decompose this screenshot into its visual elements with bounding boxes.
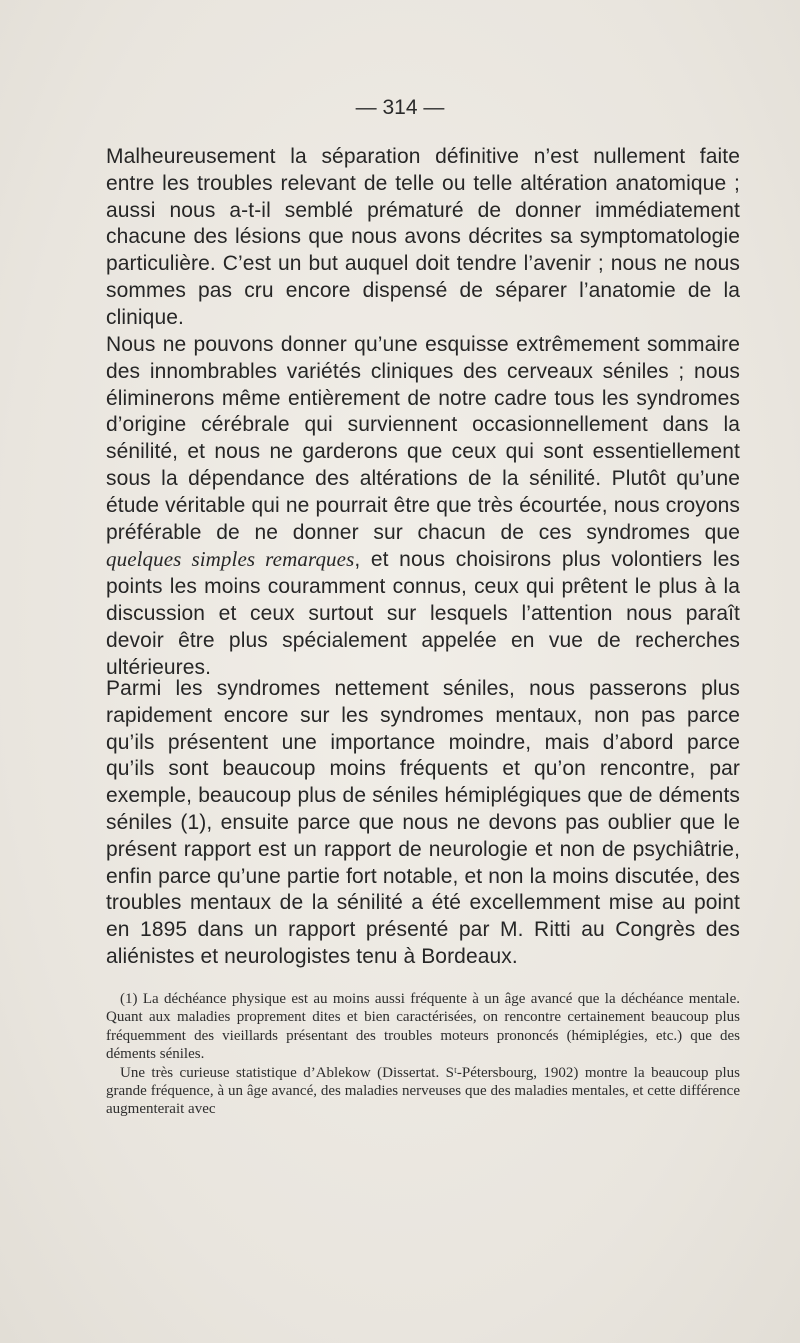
body-paragraph-3 — [106, 676, 740, 971]
paragraph-text: Malheureusement la séparation définitive n’est nullement faite entre les troubles relevant de telle ou telle altération anatomique ; aussi nous a-t-il semblé prématuré de donner immédiatement chacune des lésions que nous avons décrites sa symptomatologie particulière. C’est un but auquel doit tendre l’avenir ; nous ne nous sommes pas cru encore dispensé de séparer l’anatomie de la clinique. — [106, 145, 740, 329]
paragraph-text-before: Nous ne pouvons donner qu’une esquisse extrêmement sommaire des innombrables variétés cliniques des cerveaux séniles ; nous éliminerons même entièrement de notre cadre tous les syndromes d’origine cérébrale qui surviennent occasionnellement dans la sénilité, et nous ne garderons que ceux qui sont essentiellement sous la dépendance des altérations de la sénilité. Plutôt qu’une étude véritable qui ne pourrait être que très écourtée, nous croyons préférable de ne donner sur chacun de ces syndromes que — [106, 333, 740, 544]
footnotes — [106, 990, 740, 1119]
paragraph-text: Parmi les syndromes nettement séniles, nous passerons plus rapidement encore sur les syndromes mentaux, non pas parce qu’ils présentent une importance moindre, mais d’abord parce qu’ils sont beaucoup moins fréquents et qu’on rencontre, par exemple, beaucoup plus de séniles hémiplégiques que de déments séniles (1), ensuite parce que nous ne devons pas oublier que le présent rapport est un rapport de neurologie et non de psychiâtrie, enfin parce qu’une partie fort notable, et non la moins discutée, des troubles mentaux de la sénilité a été excellemment mise au point en 1895 dans un rapport présenté par M. Ritti au Congrès des aliénistes et neurologistes tenu à Bordeaux. — [106, 677, 740, 968]
footnote-1: (1) La déchéance physique est au moins aussi fréquente à un âge avancé que la déchéance mentale. Quant aux maladies proprement dites et bien caractérisées, on rencontre certainement beaucoup plus fréquemment des vieillards présentant des troubles moteurs prononcés (hémiplégies, etc.) que des déments séniles. — [106, 991, 740, 1063]
paragraph-text — [106, 332, 740, 681]
footnote-continuation: Une très curieuse statistique d’Ablekow (Dissertat. Sᵗ-Pétersbourg, 1902) montre la beaucoup plus grande fréquence, à un âge avancé, des maladies nerveuses que des maladies mentales, et cette différence augmenterait avec — [106, 1064, 740, 1118]
paragraph-text-after: , et nous choisirons plus volontiers les points les moins couramment connus, ceux qui prêtent le plus à la discussion et ceux surtout sur lesquels l’attention nous paraît devoir être plus spécialement appelée en vue de recherches ultérieures. — [106, 548, 740, 679]
body-paragraph-1 — [106, 144, 740, 332]
body-paragraph-2 — [106, 332, 740, 681]
page-number: — 314 — — [355, 96, 445, 119]
emphasis-text: quelques simples remarques — [106, 547, 355, 572]
